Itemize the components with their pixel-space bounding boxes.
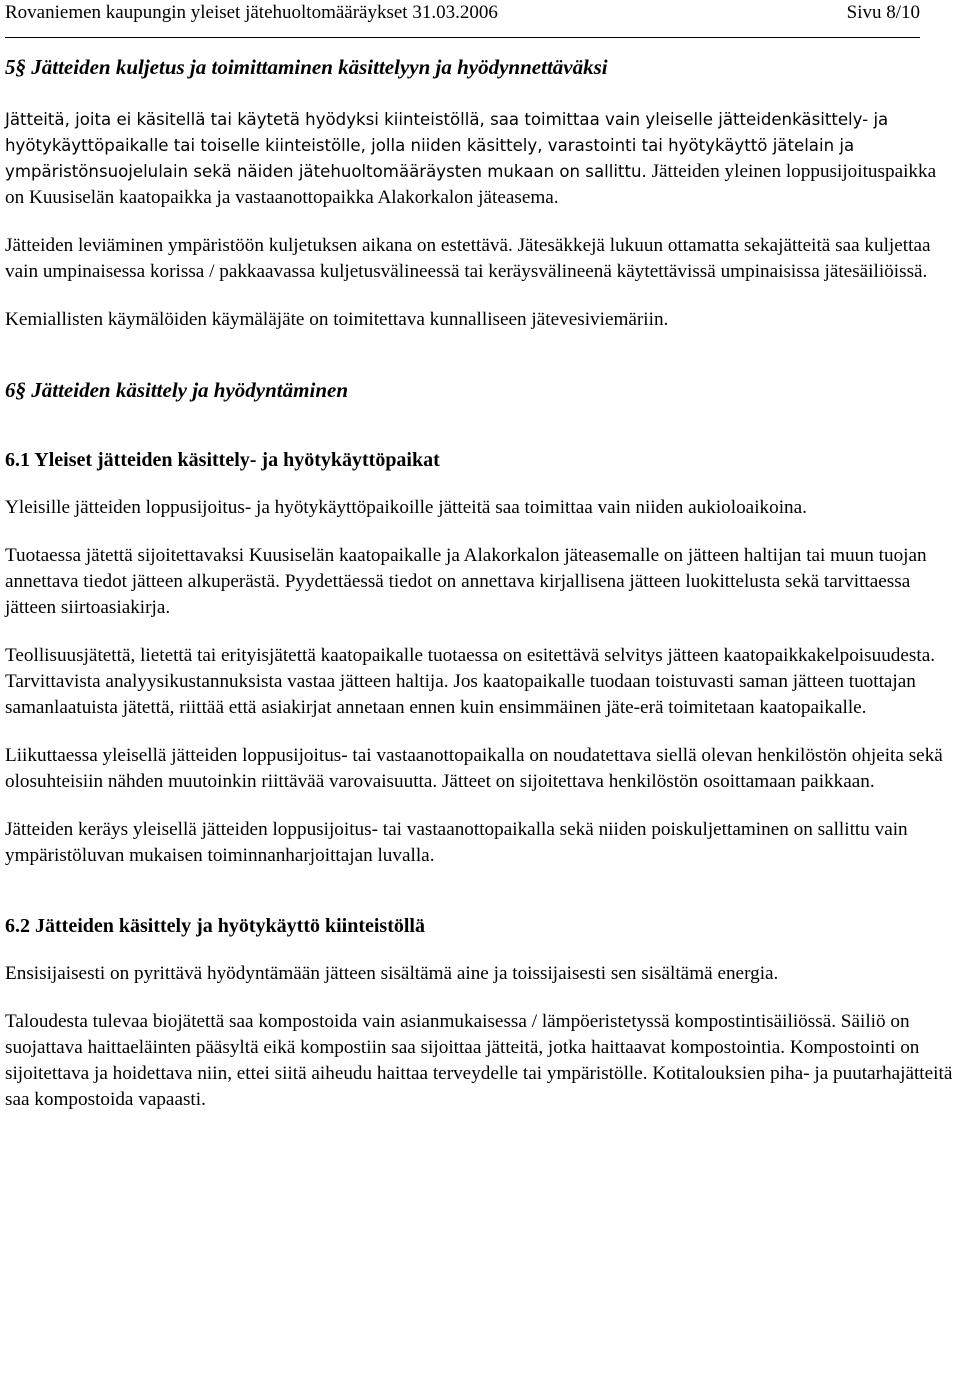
subsection-6-1-paragraph-4: Liikuttaessa yleisellä jätteiden loppusijoitus- tai vastaanottopaikalla on noudatettava siellä olevan henkilöstön ohjeita sekä olosuhteisiin nähden muutoinkin riittävää varovaisuutta. Jätteet on sijoitettava henkilöstön osoittamaan paikkaan. xyxy=(5,745,943,792)
subsection-6-2-heading: 6.2 Jätteiden käsittely ja hyötykäyttö kiinteistöllä xyxy=(5,915,425,937)
section-5-heading: 5§ Jätteiden kuljetus ja toimittaminen käsittelyyn ja hyödynnettäväksi xyxy=(5,55,608,79)
subsection-6-2-paragraph-2: Taloudesta tulevaa biojätettä saa kompostoida vain asianmukaisessa / lämpöeristetyssä kompostintisäiliössä. Säiliö on suojattava haittaeläinten pääsyltä eikä kompostiin saa sijoittaa jätteitä, jotka haittaavat kompostointia. Kompostointi on sijoitettava ja hoidettava niin, ettei siitä aiheudu haittaa terveydelle tai ympäristölle. Kotitalouksien piha- ja puutarhajätteitä saa kompostoida vapaasti. xyxy=(5,1011,953,1110)
subsection-6-1-heading: 6.1 Yleiset jätteiden käsittely- ja hyötykäyttöpaikat xyxy=(5,449,440,471)
page-header xyxy=(5,2,920,24)
section-5-paragraph-3: Kemiallisten käymälöiden käymäläjäte on toimitettava kunnalliseen jätevesiviemäriin. xyxy=(5,309,669,330)
section-5-paragraph-1-text: Jätteitä, joita ei käsitellä tai käytetä hyödyksi kiinteistöllä, saa toimittaa vain yleiselle jätteidenkäsittely- ja hyötykäyttöpaikalle tai toiselle kiinteistölle, jolla niiden käsittely, varastointi tai hyötykäyttö jätelain ja ympäristönsuojelulain sekä näiden jätehuoltomääräysten mukaan on sallittu. xyxy=(5,110,889,181)
subsection-6-1-paragraph-2: Tuotaessa jätettä sijoitettavaksi Kuusiselän kaatopaikalle ja Alakorkalon jäteasemalle on jätteen haltijan tai muun tuojan annettava tiedot jätteen alkuperästä. Pyydettäessä tiedot on annettava kirjallisena jätteen luokittelusta sekä tarvittaessa jätteen siirtoasiakirja. xyxy=(5,545,927,618)
section-5-paragraph-1 xyxy=(5,107,953,211)
subsection-6-2-paragraph-1: Ensisijaisesti on pyrittävä hyödyntämään jätteen sisältämä aine ja toissijaisesti sen sisältämä energia. xyxy=(5,963,779,984)
document-body xyxy=(5,54,953,1113)
section-6-heading: 6§ Jätteiden käsittely ja hyödyntäminen xyxy=(5,378,348,402)
header-title: Rovaniemen kaupungin yleiset jätehuoltomääräykset 31.03.2006 xyxy=(5,2,498,23)
section-5-paragraph-2: Jätteiden leviäminen ympäristöön kuljetuksen aikana on estettävä. Jätesäkkejä lukuun ottamatta sekajätteitä saa kuljettaa vain umpinaisessa korissa / pakkaavassa kuljetusvälineessä tai keräysvälineenä käytettävissä umpinaisissa jätesäiliöissä. xyxy=(5,235,931,282)
subsection-6-1-paragraph-1: Yleisille jätteiden loppusijoitus- ja hyötykäyttöpaikoille jätteitä saa toimittaa vain niiden aukioloaikoina. xyxy=(5,497,807,518)
subsection-6-1-paragraph-3: Teollisuusjätettä, lietettä tai erityisjätettä kaatopaikalle tuotaessa on esitettävä selvitys jätteen kaatopaikkakelpoisuudesta. Tarvittavista analyysikustannuksista vastaa jätteen haltija. Jos kaatopaikalle tuodaan toistuvasti saman jätteen tuottajan samanlaatuista jätettä, riittää että asiakirjat annetaan ennen kuin ensimmäinen jäte-erä toimitetaan kaatopaikalle. xyxy=(5,645,936,718)
section-5-paragraph-1-disposal: Jätteiden yleinen loppusijoituspaikka on Kuusiselän kaatopaikka ja vastaanottopaikka Alakorkalon jäteasema. xyxy=(5,161,937,208)
page-number: Sivu 8/10 xyxy=(846,2,920,23)
header-divider xyxy=(5,37,920,38)
subsection-6-1-paragraph-5: Jätteiden keräys yleisellä jätteiden loppusijoitus- tai vastaanottopaikalla sekä niiden poiskuljettaminen on sallittu vain ympäristöluvan mukaisen toiminnanharjoittajan luvalla. xyxy=(5,819,908,866)
